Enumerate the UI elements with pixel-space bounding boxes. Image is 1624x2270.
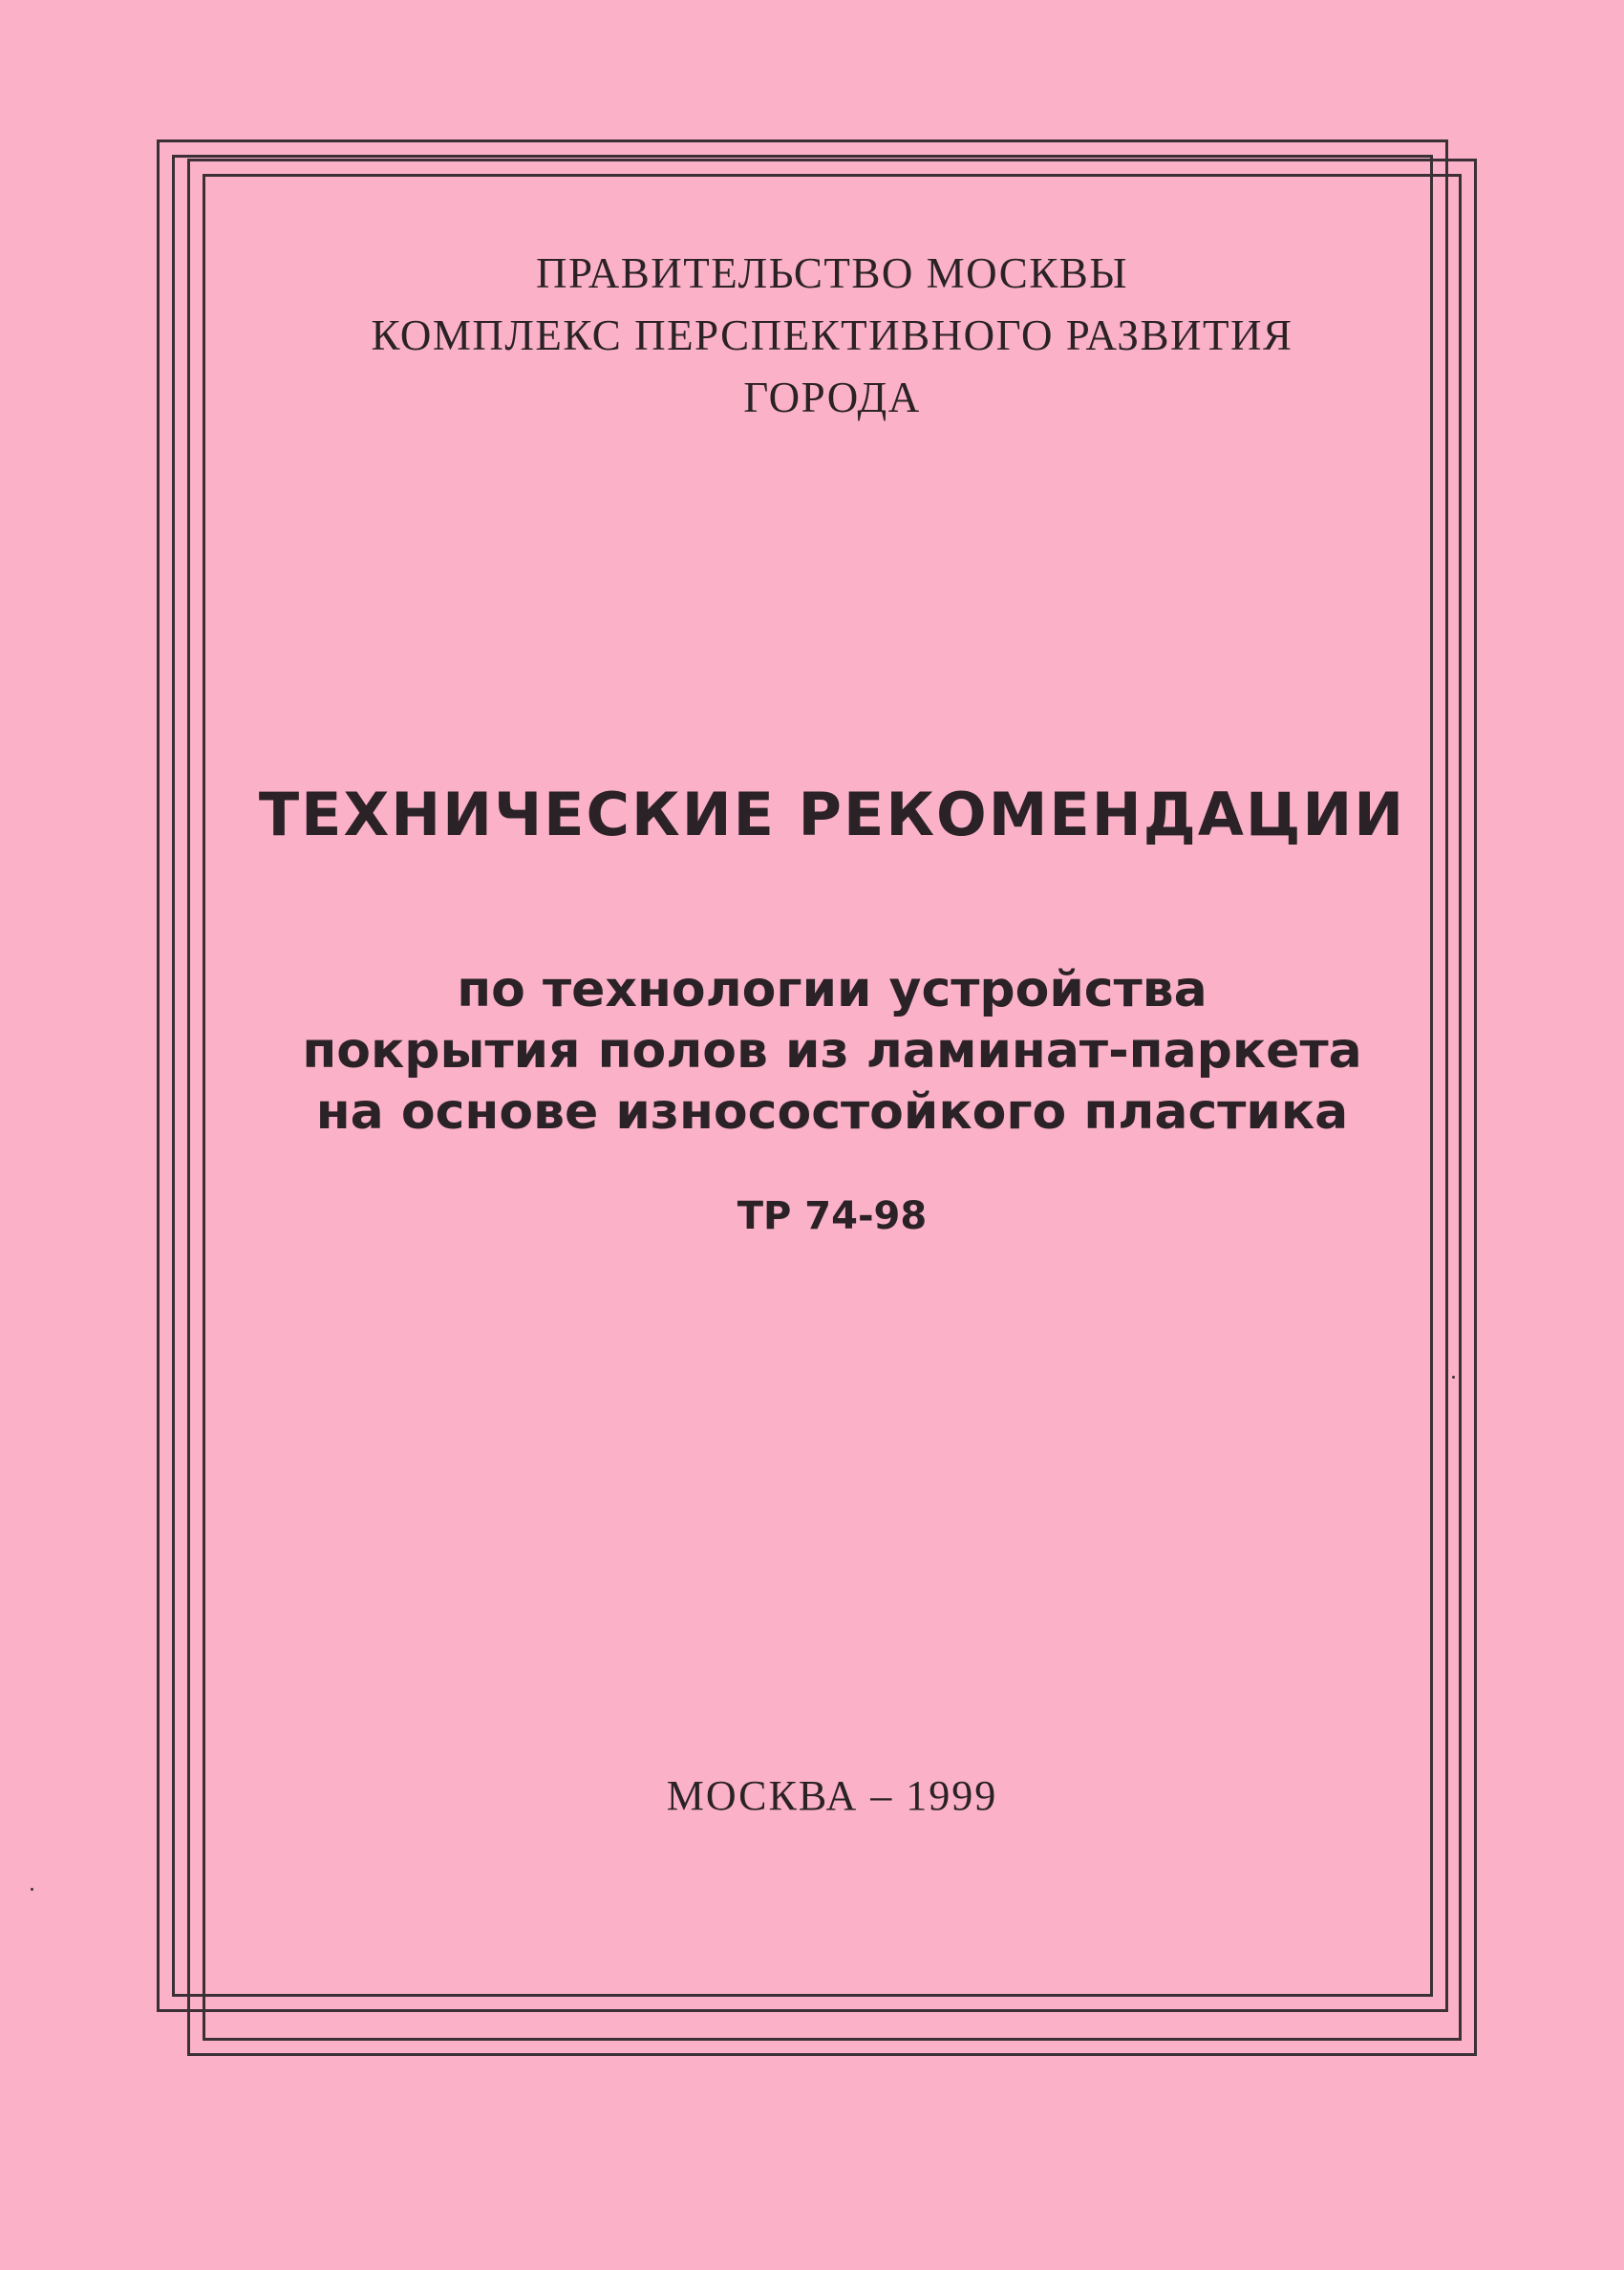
organization-line-1: ПРАВИТЕЛЬСТВО МОСКВЫ	[535, 249, 1128, 297]
document-code: ТР 74-98	[737, 1194, 928, 1238]
document-subject	[203, 959, 1462, 1143]
publication-imprint: МОСКВА – 1999	[666, 1772, 998, 1819]
document-type-title: ТЕХНИЧЕСКИЕ РЕКОМЕНДАЦИИ	[258, 780, 1406, 849]
scan-speck	[31, 1888, 33, 1891]
organization-line-2: КОМПЛЕКС ПЕРСПЕКТИВНОГО РАЗВИТИЯ	[371, 311, 1293, 359]
subject-line-2: покрытия полов из ламинат-паркета	[302, 1022, 1362, 1080]
organization-heading	[203, 243, 1462, 429]
cover-content	[203, 174, 1462, 2041]
scan-speck	[1452, 1376, 1455, 1379]
subject-line-1: по технологии устройства	[457, 961, 1207, 1018]
subject-line-3: на основе износостойкого пластика	[315, 1083, 1349, 1141]
organization-line-3: ГОРОДА	[743, 374, 921, 421]
